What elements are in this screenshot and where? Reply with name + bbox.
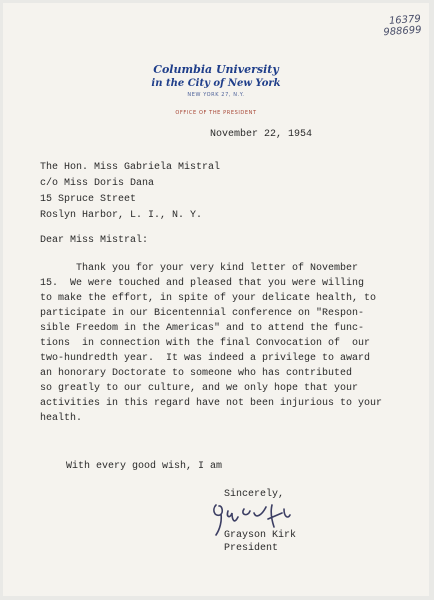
body-line: so greatly to our culture, and we only hope that your	[40, 383, 359, 394]
signer-name: Grayson Kirk	[224, 530, 297, 541]
recipient-line-2: c/o Miss Doris Dana	[40, 178, 155, 189]
recipient-line-1: The Hon. Miss Gabriela Mistral	[40, 162, 221, 173]
body-line: health.	[40, 413, 83, 424]
letter-sheet	[3, 3, 429, 596]
sign-off: Sincerely,	[224, 489, 285, 500]
recipient-line-4: Roslyn Harbor, L. I., N. Y.	[40, 210, 203, 221]
closing-line: With every good wish, I am	[66, 461, 223, 472]
body-line: sible Freedom in the Americas" and to attend the func-	[40, 323, 365, 334]
body-line: Thank you for your very kind letter of November	[40, 263, 359, 274]
letterhead-postal: NEW YORK 27, N.Y.	[187, 92, 245, 98]
body-line: to make the effort, in spite of your delicate health, to	[40, 293, 377, 304]
body-line: tions in connection with the final Convocation of our	[40, 338, 371, 349]
body-line: an honorary Doctorate to someone who has contributed	[40, 368, 353, 379]
body-line: participate in our Bicentennial conference on "Respon-	[40, 308, 365, 319]
archive-number-1: 16379	[388, 13, 421, 27]
body-line: two-hundredth year. It was indeed a privilege to award	[40, 353, 371, 364]
body-line: activities in this regard have not been injurious to your	[40, 398, 383, 409]
archive-handwritten-number	[382, 14, 422, 39]
letterhead-city: in the City of New York	[151, 78, 281, 89]
letterhead-university: Columbia University	[153, 63, 279, 76]
letterhead-office: OFFICE OF THE PRESIDENT	[175, 110, 257, 116]
signer-title: President	[224, 543, 279, 554]
salutation: Dear Miss Mistral:	[40, 235, 149, 246]
body-line: 15. We were touched and pleased that you were willing	[40, 278, 365, 289]
archive-number-2: 988699	[382, 24, 422, 39]
recipient-line-3: 15 Spruce Street	[40, 194, 137, 205]
letter-date: November 22, 1954	[210, 129, 313, 140]
